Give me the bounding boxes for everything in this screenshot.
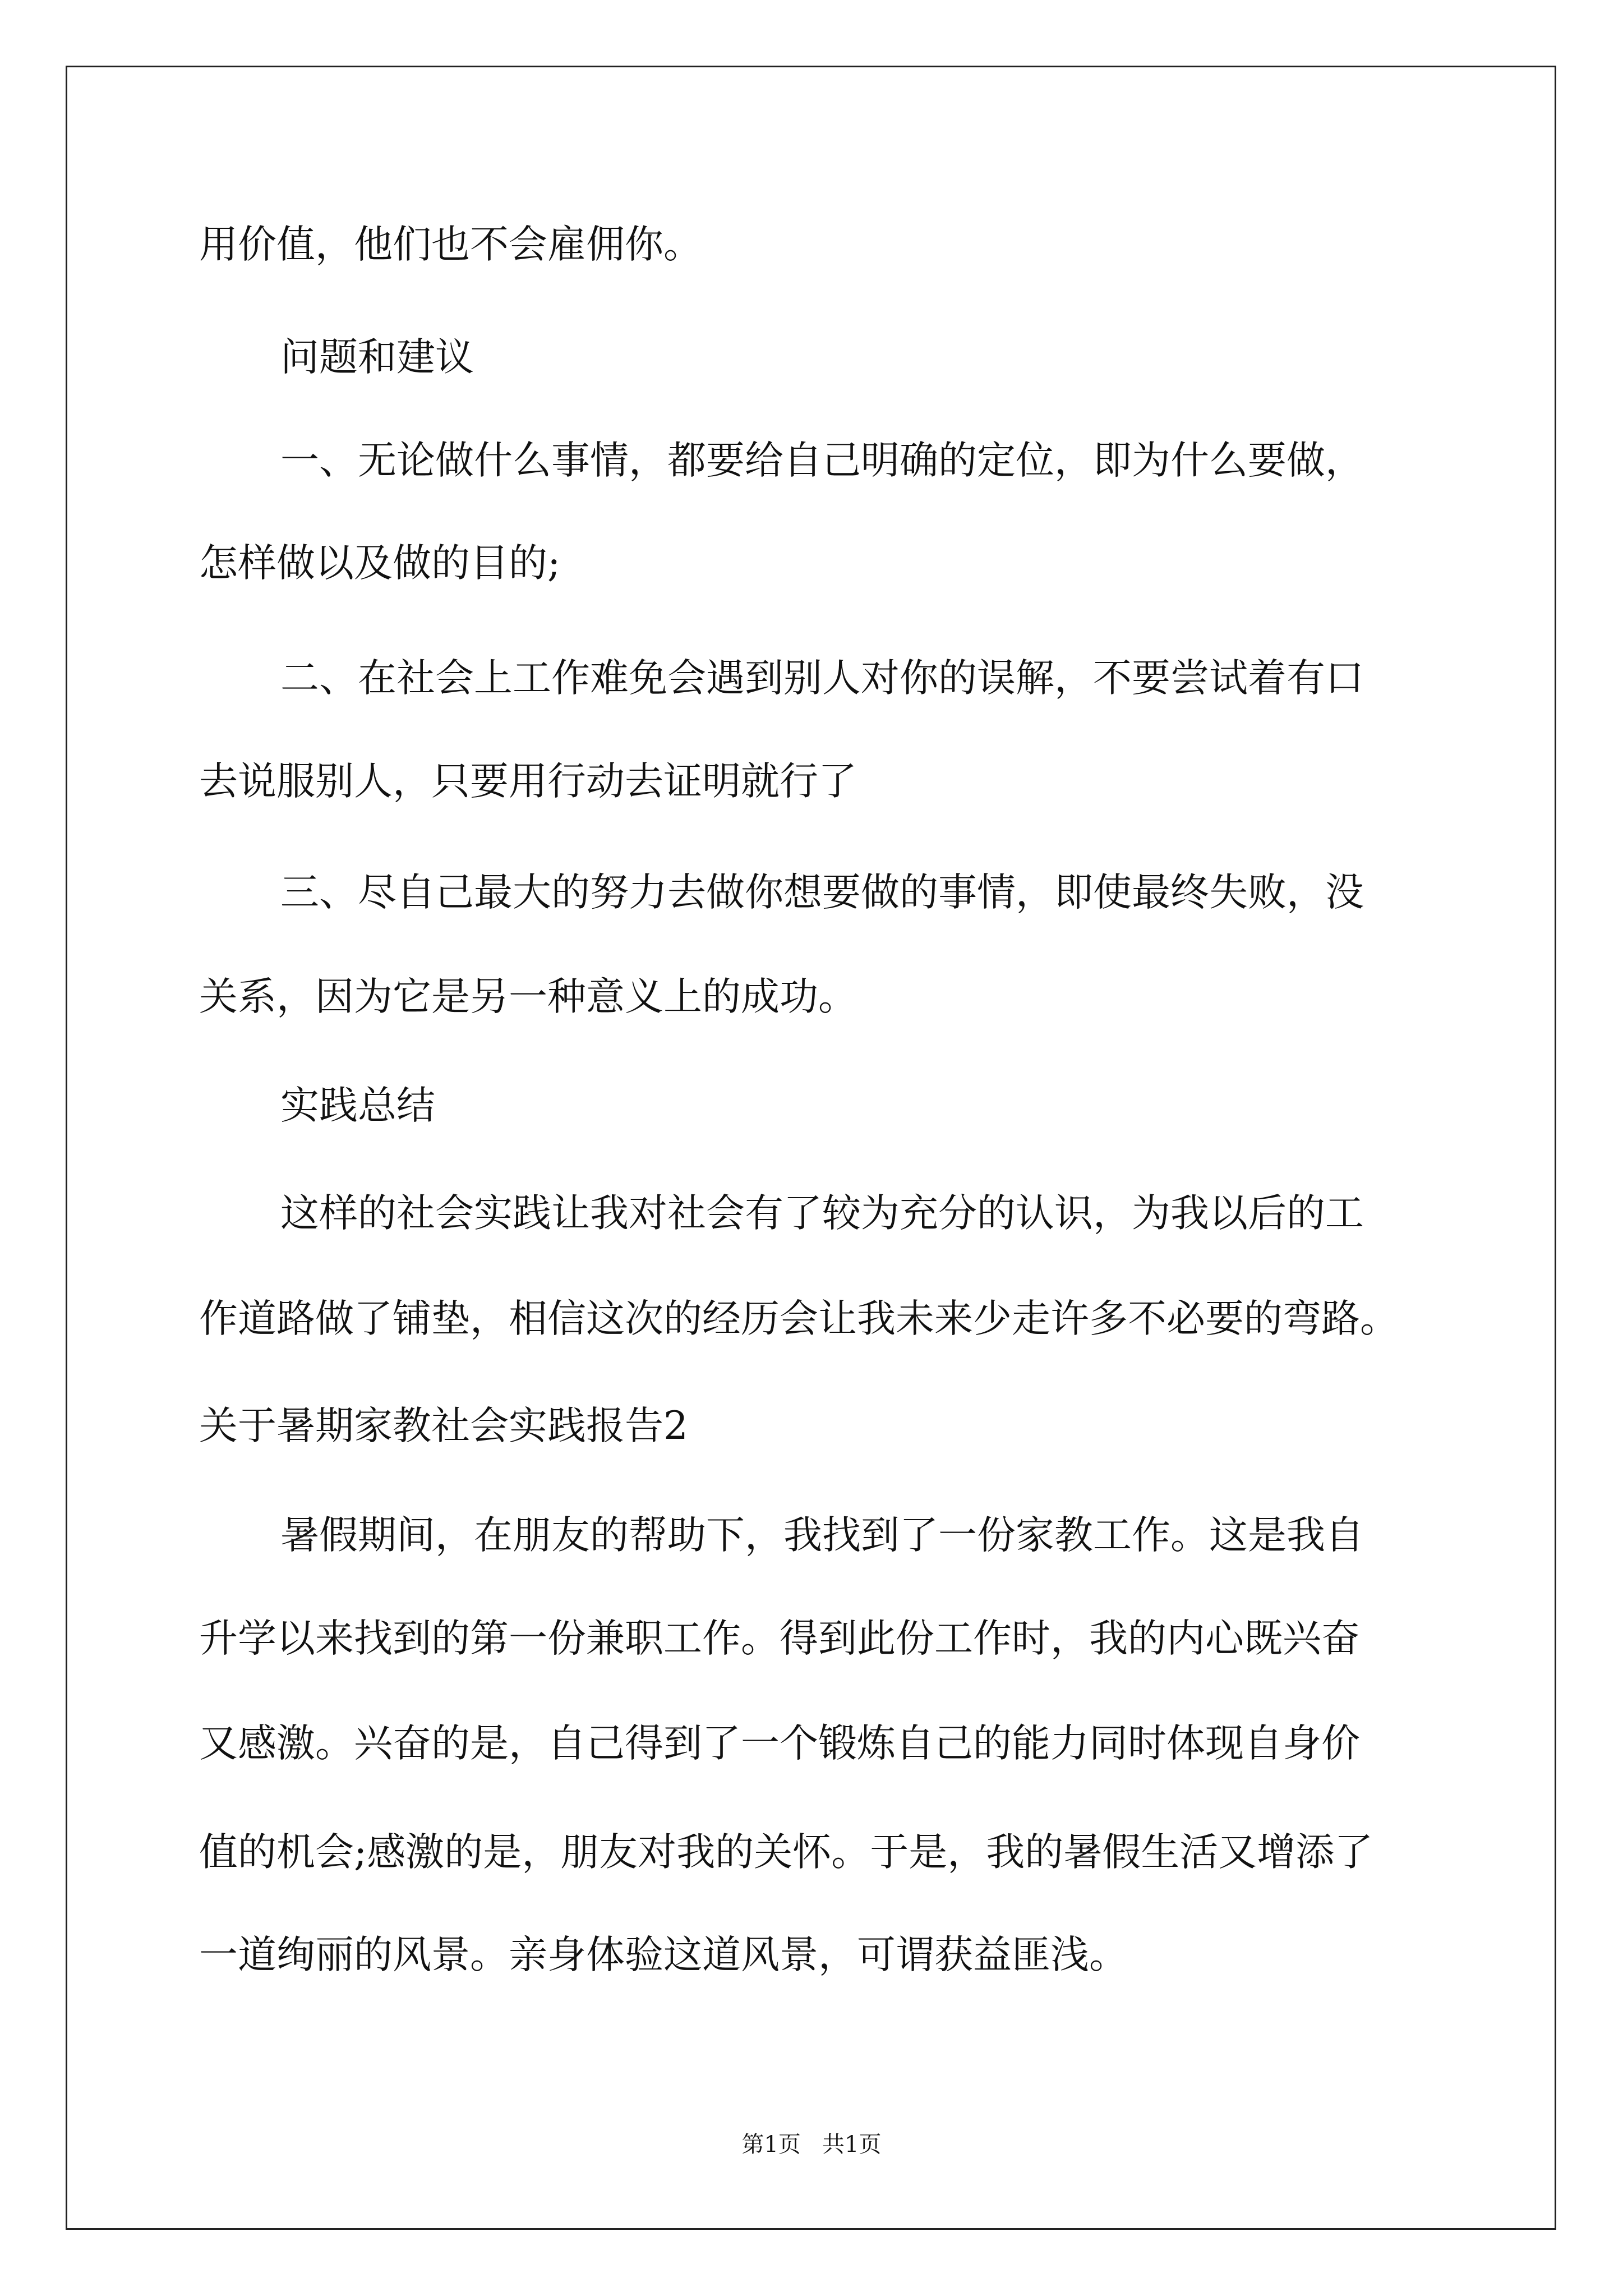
body-line: 关系，因为它是另一种意义上的成功。	[199, 974, 857, 1019]
section-heading-problems: 问题和建议	[280, 335, 474, 380]
body-line: 升学以来找到的第一份兼职工作。得到此份工作时，我的内心既兴奋	[199, 1616, 1360, 1661]
body-line: 去说服别人，只要用行动去证明就行了	[199, 759, 857, 804]
page-border	[66, 66, 1556, 2230]
body-line: 又感激。兴奋的是，自己得到了一个锻炼自己的能力同时体现自身价	[199, 1721, 1360, 1766]
body-line: 暑假期间，在朋友的帮助下，我找到了一份家教工作。这是我自	[280, 1513, 1364, 1558]
page-footer: 第1页 共1页	[741, 2132, 882, 2157]
section-heading-summary: 实践总结	[280, 1083, 435, 1128]
body-line: 三、尽自己最大的努力去做你想要做的事情，即使最终失败，没	[280, 870, 1364, 915]
body-line: 怎样做以及做的目的;	[199, 541, 561, 586]
body-line: 这样的社会实践让我对社会有了较为充分的认识，为我以后的工	[280, 1191, 1364, 1236]
body-line: 作道路做了铺垫，相信这次的经历会让我未来少走许多不必要的弯路。	[199, 1296, 1399, 1341]
body-line: 一、无论做什么事情，都要给自己明确的定位，即为什么要做，	[280, 438, 1364, 483]
body-line: 二、在社会上工作难免会遇到别人对你的误解，不要尝试着有口	[280, 656, 1364, 701]
body-line: 用价值，他们也不会雇佣你。	[199, 222, 702, 267]
report-title: 关于暑期家教社会实践报告2	[199, 1404, 688, 1448]
body-line: 值的机会;感激的是，朋友对我的关怀。于是，我的暑假生活又增添了	[199, 1830, 1373, 1875]
body-line: 一道绚丽的风景。亲身体验这道风景，可谓获益匪浅。	[199, 1932, 1128, 1977]
